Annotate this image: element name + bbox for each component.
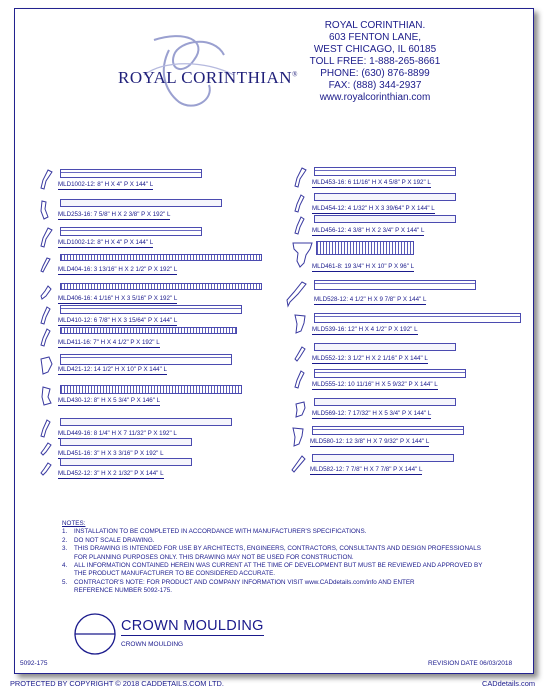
moulding-profile-icon [38,169,54,191]
moulding-profile-icon [38,227,54,249]
moulding-profile-icon [38,327,54,349]
moulding-elevation [60,438,192,446]
site-link[interactable]: CADdetails.com [482,679,535,688]
moulding-label: MLD451-16: 3" H X 3 3/16" P X 192" L [58,450,164,457]
moulding-profile-icon [38,458,54,480]
moulding-profile-icon [292,241,314,269]
toll-free-line: TOLL FREE: 1-888-265-8661 [309,56,441,67]
moulding-elevation [314,280,476,290]
drawing-title: CROWN MOULDING [121,618,264,634]
note-number: 4. [62,562,68,570]
fax-line: FAX: (888) 344-2937 [328,80,422,91]
note-text: THIS DRAWING IS INTENDED FOR USE BY ARCHITECTS, ENGINEERS, CONTRACTORS, CONSULTANTS AND DESIGN PROFESSIONALS [74,545,481,553]
moulding-profile-icon [38,418,54,440]
moulding-elevation [60,354,232,365]
moulding-label: MLD421-12: 14 1/2" H X 10" P X 144" L [58,366,167,373]
moulding-label: MLD404-16: 3 13/16" H X 2 1/2" P X 192" L [58,266,178,273]
moulding-profile-icon [286,280,308,308]
moulding-elevation [312,426,464,435]
moulding-label: MLD539-16: 12" H X 4 1/2" P X 192" L [312,326,418,333]
note-number: 2. [62,536,68,544]
moulding-elevation [314,167,456,176]
notes-block [62,520,482,596]
moulding-elevation [314,215,456,223]
moulding-profile-icon [290,426,306,448]
moulding-profile-icon [38,199,54,221]
moulding-profile-icon [290,454,306,476]
moulding-elevation [60,199,222,207]
moulding-elevation [60,169,202,178]
moulding-elevation [60,418,232,426]
note-text: INSTALLATION TO BE COMPLETED IN ACCORDANCE WITH MANUFACTURER'S SPECIFICATIONS. [74,528,367,536]
note-item [62,562,482,570]
moulding-profile-icon [292,343,308,365]
revision-date: REVISION DATE 06/03/2018 [428,660,513,667]
moulding-elevation [60,227,202,236]
note-continuation: THE PRODUCT MANUFACTURER TO BE CONSIDERED ACCURATE. [74,570,276,578]
moulding-elevation [60,283,262,290]
moulding-label: MLD552-12: 3 1/2" H X 2 1/16" P X 144" L [312,355,428,362]
moulding-label: MLD449-16: 8 1/4" H X 7 11/32" P X 192" L [58,430,177,437]
moulding-profile-icon [38,438,54,460]
moulding-profile-icon [38,354,54,376]
note-text: ALL INFORMATION CONTAINED HEREIN WAS CURRENT AT THE TIME OF DEVELOPMENT BUT MUST BE REVIEWED AND APPROVED BY [74,562,483,570]
moulding-label: MLD454-12: 4 1/32" H X 3 39/64" P X 144" L [312,205,435,212]
address-line: 603 FENTON LANE, [328,32,422,43]
moulding-label: MLD452-12: 3" H X 2 1/32" P X 144" L [58,470,164,477]
moulding-label: MLD1002-12: 8" H X 4" P X 144" L [58,181,154,188]
note-item [62,545,482,553]
moulding-profile-icon [292,313,308,335]
website-line: www.royalcorinthian.com [319,92,431,103]
moulding-elevation [60,385,242,394]
moulding-label: MLD453-16: 6 11/16" H X 4 5/8" P X 192" L [312,179,431,186]
drawing-subtitle: CROWN MOULDING [121,641,184,648]
logo-wordmark: ROYAL CORINTHIAN® [118,68,298,87]
moulding-label: MLD461-8: 19 3/4" H X 10" P X 96" L [312,263,415,270]
moulding-label: MLD528-12: 4 1/2" H X 9 7/8" P X 144" L [314,296,427,303]
note-number: 5. [62,578,68,586]
phone-line: PHONE: (630) 876-8899 [320,68,430,79]
note-text: DO NOT SCALE DRAWING. [74,536,155,544]
note-number: 3. [62,545,68,553]
reference-number: 5092-175 [20,660,48,667]
moulding-profile-icon [38,254,54,276]
address-line: ROYAL CORINTHIAN. [324,20,426,31]
moulding-label: MLD569-12: 7 17/32" H X 5 3/4" P X 144" L [312,410,432,417]
note-text: CONTRACTOR'S NOTE: FOR PRODUCT AND COMPANY INFORMATION VISIT www.CADdetails.com/info AND ENTER [74,578,415,586]
moulding-elevation [314,193,456,201]
moulding-elevation [60,327,237,334]
moulding-elevation [314,343,456,351]
moulding-elevation [60,458,192,466]
moulding-label: MLD555-12: 10 11/16" H X 5 9/32" P X 144" L [312,381,438,388]
moulding-label: MLD406-16: 4 1/16" H X 3 5/16" P X 192" L [58,295,178,302]
title-symbol-icon [73,612,117,656]
note-continuation: REFERENCE NUMBER 5092-175. [74,587,172,595]
moulding-elevation [312,454,454,462]
moulding-label: MLD410-12: 6 7/8" H X 3 15/64" P X 144" L [58,317,178,324]
moulding-label: MLD253-16: 7 5/8" H X 2 3/8" P X 192" L [58,211,171,218]
note-continuation: FOR PLANNING PURPOSES ONLY. THIS DRAWING MAY NOT BE USED FOR CONSTRUCTION. [74,553,354,561]
moulding-profile-icon [292,193,308,215]
moulding-profile-icon [292,398,308,420]
moulding-label: MLD430-12: 8" H X 5 3/4" P X 146" L [58,397,161,404]
moulding-profile-icon [38,283,54,305]
note-item [62,579,482,587]
moulding-elevation [60,254,262,261]
moulding-label: MLD1002-12: 8" H X 4" P X 144" L [58,239,154,246]
moulding-profile-icon [292,167,308,189]
company-address [300,20,450,104]
moulding-label: MLD456-12: 4 3/8" H X 2 3/4" P X 144" L [312,227,425,234]
moulding-label: MLD411-16: 7" H X 4 1/2" P X 192" L [58,339,160,346]
moulding-elevation [60,305,242,314]
address-line: WEST CHICAGO, IL 60185 [313,44,437,55]
notes-heading: NOTES: [62,520,86,527]
moulding-profile-icon [38,385,54,407]
moulding-profile-icon [38,305,54,327]
copyright-notice: PROTECTED BY COPYRIGHT © 2018 CADDETAILS.COM LTD. [10,679,224,688]
moulding-label: MLD582-12: 7 7/8" H X 7 7/8" P X 144" L [310,466,423,473]
moulding-elevation [314,369,466,378]
moulding-elevation [314,398,456,406]
moulding-profile-icon [292,215,308,237]
note-item [62,537,482,545]
note-number: 1. [62,528,68,536]
moulding-elevation [314,313,521,323]
moulding-elevation [316,241,414,255]
note-item [62,528,482,536]
moulding-label: MLD580-12: 12 3/8" H X 7 9/32" P X 144" L [310,438,430,445]
moulding-profile-icon [292,369,308,391]
